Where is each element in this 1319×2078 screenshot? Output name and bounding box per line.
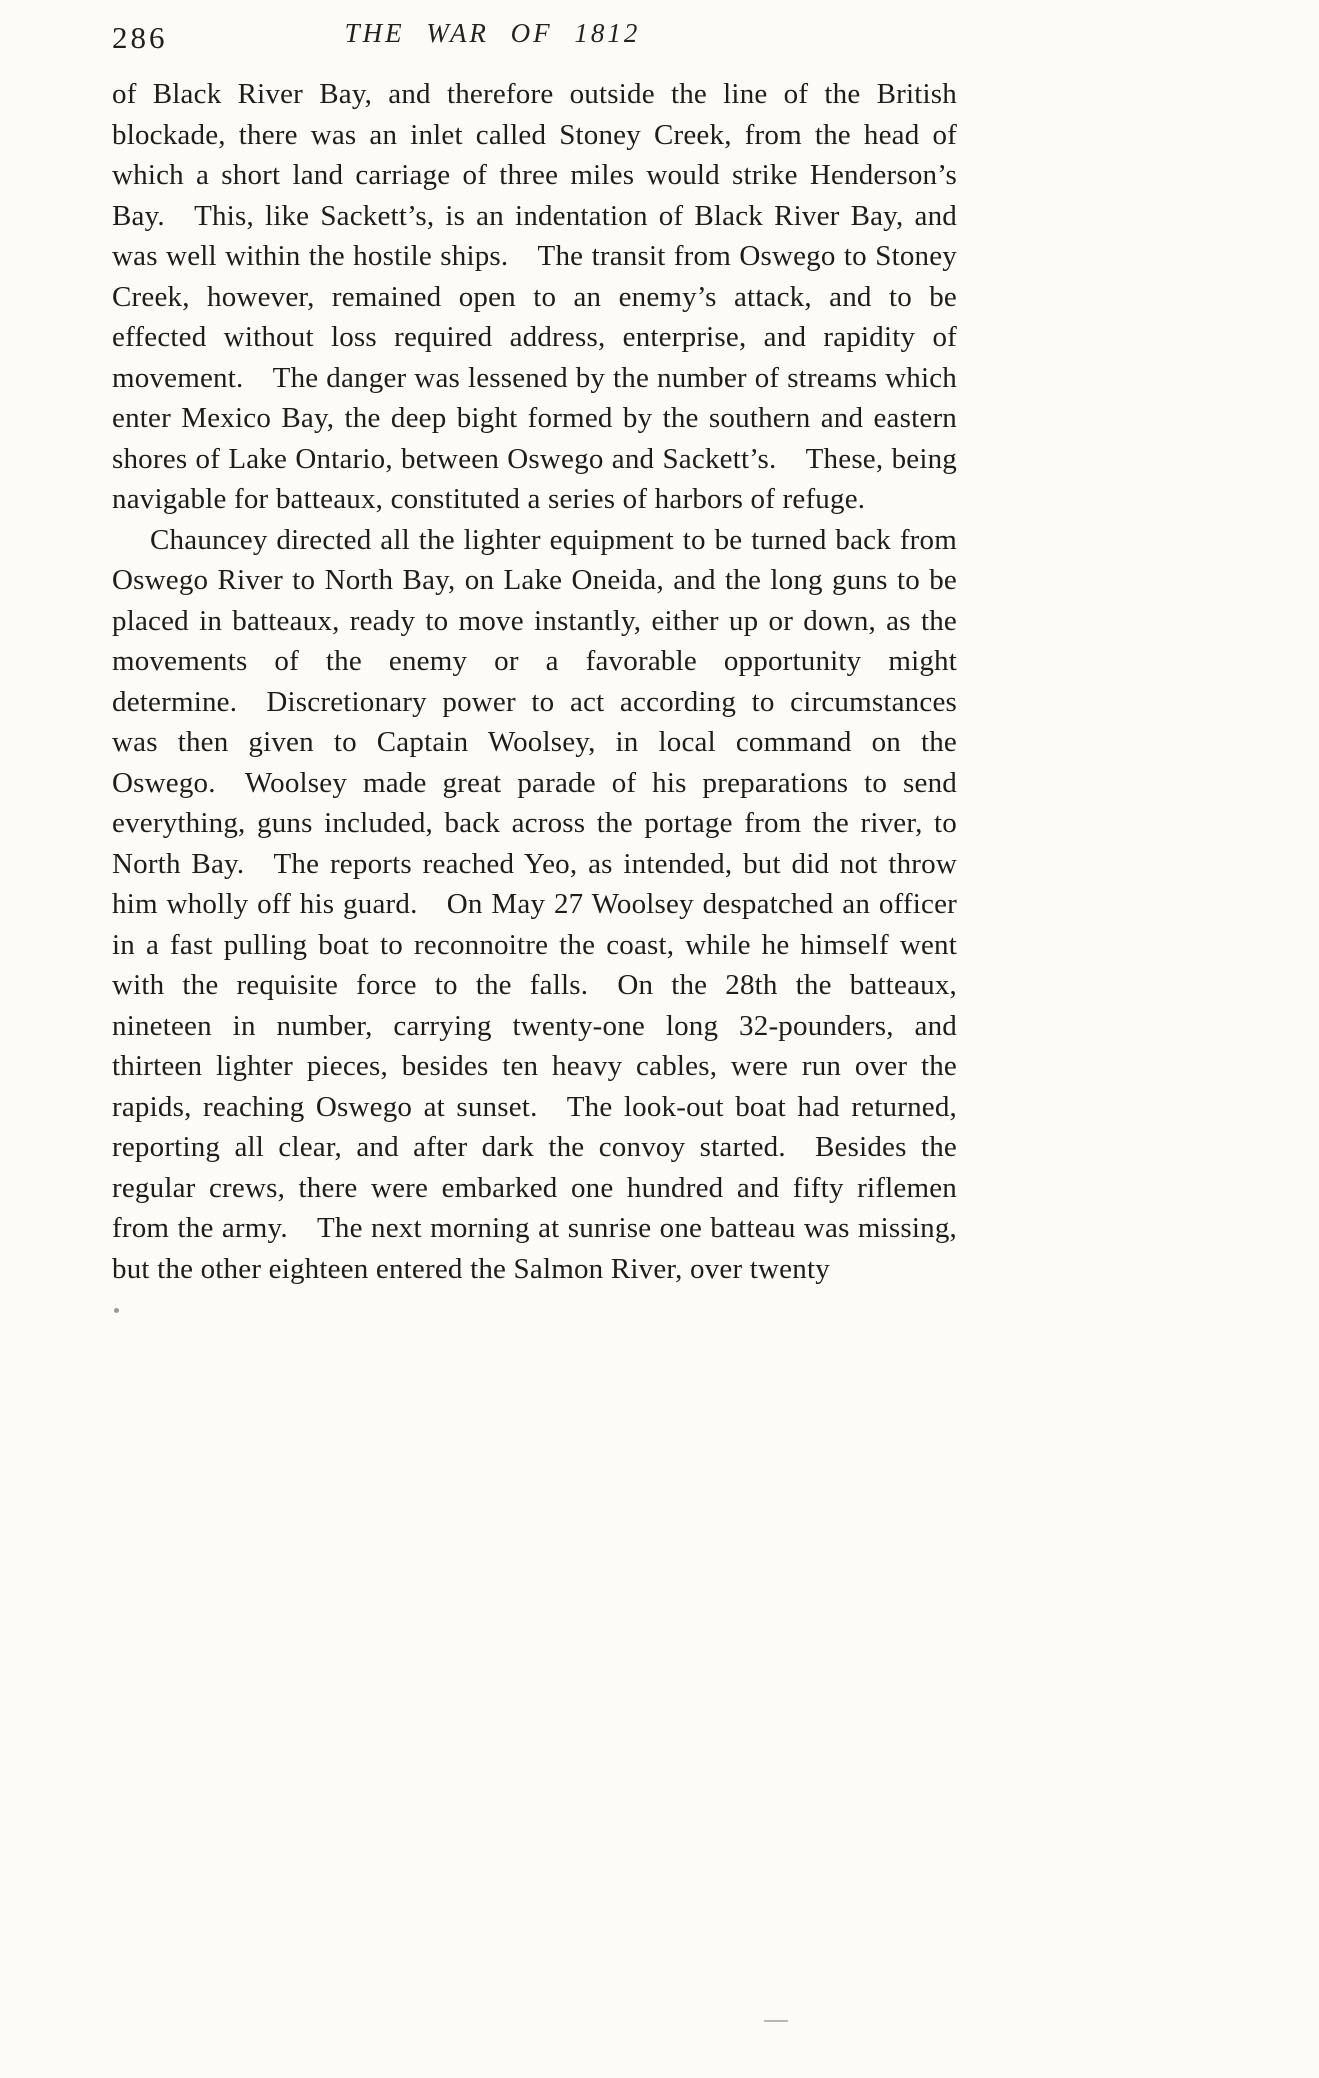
print-artifact-dot [114, 1308, 119, 1313]
page-text [112, 74, 957, 1289]
paragraph-continuation: of Black River Bay, and therefore outside the line of the British blockade, there was an inlet called Stoney Creek, from the head of which a short land carriage of three miles would strike Henderson’s Bay. This, like Sackett’s, is an indentation of Black River Bay, and was well within the hostile ships. The transit from Oswego to Stoney Creek, however, remained open to an enemy’s attack, and to be effected without loss required address, enterprise, and rapidity of movement. The danger was lessened by the number of streams which enter Mexico Bay, the deep bight formed by the southern and eastern shores of Lake Ontario, between Oswego and Sackett’s. These, being navigable for batteaux, constituted a series of harbors of refuge. [112, 78, 957, 515]
page-number: 286 [112, 20, 168, 55]
running-header: THE WAR OF 1812 [344, 18, 641, 48]
scan-artifact-mark [764, 2020, 788, 2022]
page-header [112, 18, 957, 60]
paragraph-chauncey: Chauncey directed all the lighter equipment to be turned back from Oswego River to North Bay, on Lake Oneida, and the long guns to be placed in batteaux, ready to move instantly, either up or down, as the movements of the enemy or a favorable opportunity might determine. Discretionary power to act according to circumstances was then given to Captain Woolsey, in local command on the Oswego. Woolsey made great parade of his preparations to send everything, guns included, back across the portage from the river, to North Bay. The reports reached Yeo, as intended, but did not throw him wholly off his guard. On May 27 Woolsey despatched an officer in a fast pulling boat to reconnoitre the coast, while he himself went with the requisite force to the falls. On the 28th the batteaux, nineteen in number, carrying twenty-one long 32-pounders, and thirteen lighter pieces, besides ten heavy cables, were run over the rapids, reaching Oswego at sunset. The look-out boat had returned, reporting all clear, and after dark the convoy started. Besides the regular crews, there were embarked one hundred and fifty riflemen from the army. The next morning at sunrise one batteau was missing, but the other eighteen entered the Salmon River, over twenty [112, 523, 957, 1285]
